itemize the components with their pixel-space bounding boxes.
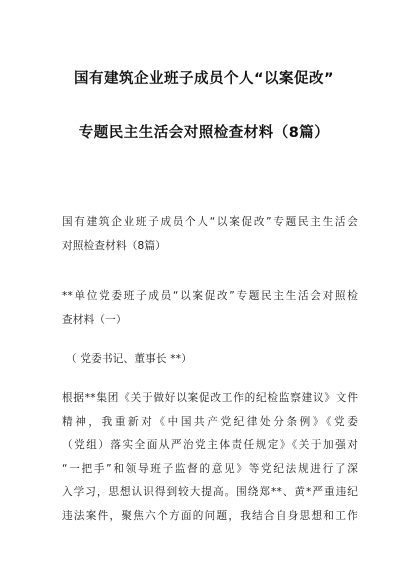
paragraph-line: 精神，我重新对《中国共产党纪律处分条例》《党委 — [62, 415, 358, 428]
paragraph-line: 国有建筑企业班子成员个人“以案促改”专题民主生活会 — [62, 216, 358, 228]
paragraph-section-heading — [62, 285, 358, 332]
document-title-line-1: 国有建筑企业班子成员个人“以案促改” — [73, 71, 335, 87]
paragraph-line: 违法案件，聚焦六个方面的问题，我结合自身思想和工作 — [62, 509, 358, 522]
paragraph-line: “一把手”和领导班子监督的意见》等党纪法规进行了深 — [62, 462, 358, 475]
paragraph-author-role — [66, 348, 362, 372]
paragraph-line: （ 党委书记、董事长 **） — [66, 353, 193, 365]
paragraph-line: 查材料（一） — [62, 313, 127, 326]
paragraph-line: 对照检查材料（8篇） — [62, 239, 167, 252]
document-title-line-2: 专题民主生活会对照检查材料（8篇） — [78, 125, 330, 141]
paragraph-line: 入学习，思想认识得到较大提高。围绕郑**、黄*严重违纪 — [62, 486, 358, 498]
paragraph-line: 根据**集团《关于做好以案促改工作的纪检监察建议》文件 — [62, 392, 358, 404]
paragraph-line: （党组）落实全面从严治党主体责任规定》《关于加强对 — [62, 439, 358, 451]
paragraph-line: **单位党委班子成员“以案促改”专题民主生活会对照检 — [62, 290, 358, 302]
paragraph-body — [62, 387, 358, 528]
paragraph-subtitle — [62, 211, 358, 258]
